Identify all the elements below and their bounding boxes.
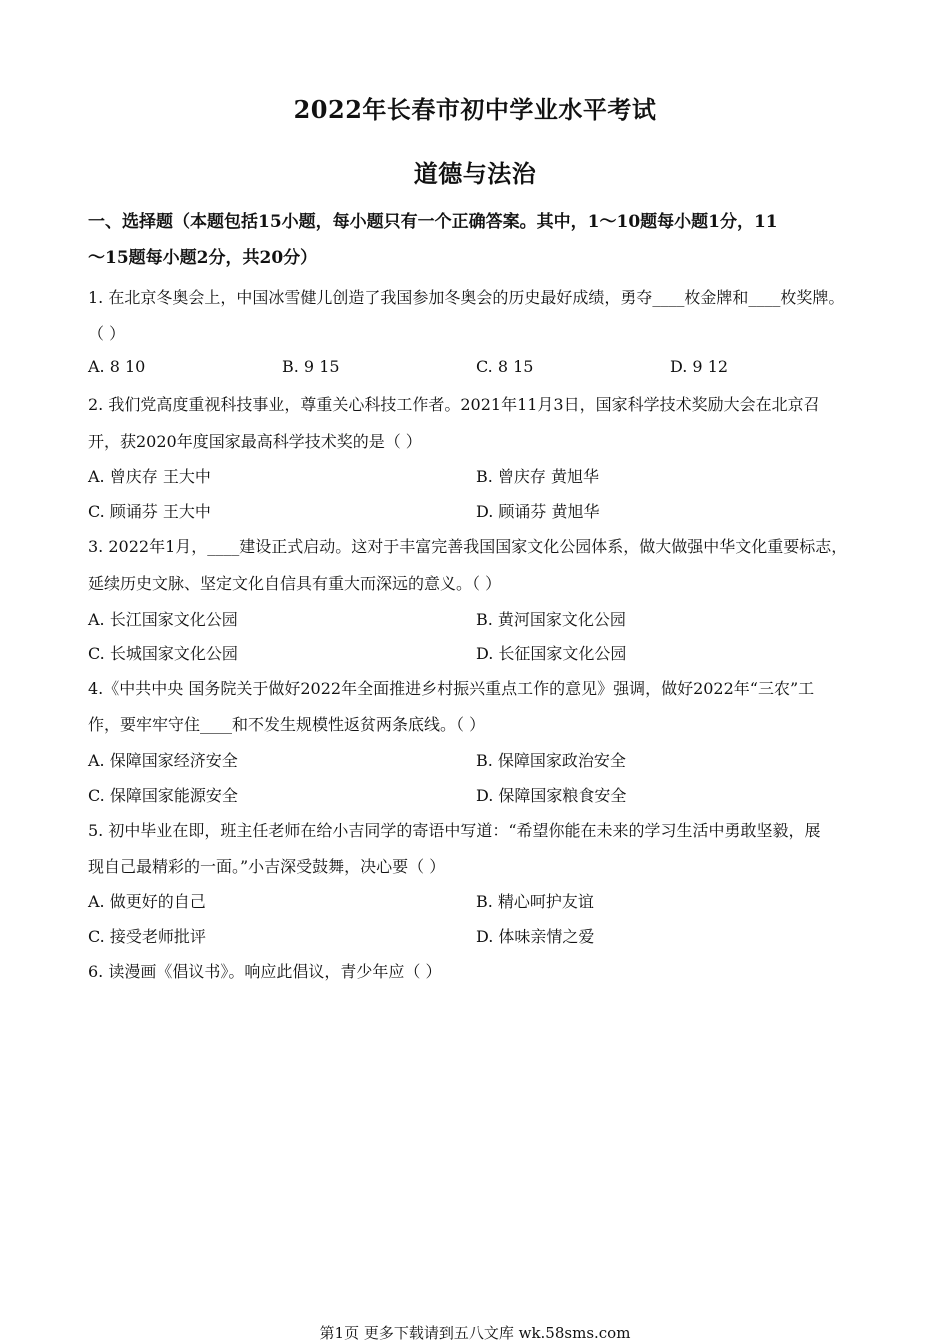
question-4-text-cont: 作，要牢牢守住____和不发生规模性返贫两条底线。（ ） bbox=[88, 715, 486, 734]
question-2-option-b: B. 曾庆存 黄旭华 bbox=[476, 467, 600, 486]
exam-title: 2022年长春市初中学业水平考试 bbox=[293, 95, 657, 124]
question-5-option-b: B. 精心呵护友谊 bbox=[476, 892, 594, 911]
question-2-option-d: D. 顾诵芬 黄旭华 bbox=[476, 502, 600, 521]
question-3-text: 3. 2022年1月，____建设正式启动。这对于丰富完善我国国家文化公园体系，做大做强中华文化重要标志， bbox=[88, 537, 848, 556]
question-2-text-cont: 开，获2020年度国家最高科学技术奖的是（ ） bbox=[88, 432, 422, 451]
question-4-option-a: A. 保障国家经济安全 bbox=[88, 751, 238, 770]
question-1-option-b: B. 9 15 bbox=[282, 357, 340, 376]
question-1-paren: （ ） bbox=[88, 324, 126, 343]
question-2-option-c: C. 顾诵芬 王大中 bbox=[88, 502, 211, 521]
question-3-option-d: D. 长征国家文化公园 bbox=[476, 644, 627, 663]
question-1-option-a: A. 8 10 bbox=[88, 357, 146, 376]
question-3-option-b: B. 黄河国家文化公园 bbox=[476, 610, 626, 629]
question-1-text: 1. 在北京冬奥会上，中国冰雪健儿创造了我国参加冬奥会的历史最好成绩，勇夺____枚金牌和____枚奖牌。 bbox=[88, 288, 845, 307]
question-1-option-c: C. 8 15 bbox=[476, 357, 534, 376]
subject-title: 道德与法治 bbox=[413, 159, 537, 188]
question-1-option-d: D. 9 12 bbox=[670, 357, 729, 376]
question-4-text: 4.《中共中央 国务院关于做好2022年全面推进乡村振兴重点工作的意见》强调，做好2022年“三农”工 bbox=[88, 679, 815, 698]
question-5-option-a: A. 做更好的自己 bbox=[88, 892, 206, 911]
section-heading bbox=[88, 204, 868, 276]
question-5-option-d: D. 体味亲情之爱 bbox=[476, 927, 595, 946]
question-3-text-cont: 延续历史文脉、坚定文化自信具有重大而深远的意义。（ ） bbox=[88, 574, 502, 593]
question-5-text-cont: 现自己最精彩的一面。”小吉深受鼓舞，决心要（ ） bbox=[88, 857, 446, 876]
question-4-option-d: D. 保障国家粮食安全 bbox=[476, 786, 627, 805]
question-6-text: 6. 读漫画《倡议书》。响应此倡议，青少年应（ ） bbox=[88, 962, 442, 981]
question-2-text: 2. 我们党高度重视科技事业，尊重关心科技工作者。2021年11月3日，国家科学技术奖励大会在北京召 bbox=[88, 395, 820, 414]
question-3-option-c: C. 长城国家文化公园 bbox=[88, 644, 238, 663]
question-5-option-c: C. 接受老师批评 bbox=[88, 927, 206, 946]
section-heading-line1: 一、选择题（本题包括15小题，每小题只有一个正确答案。其中，1～10题每小题1分，11 bbox=[88, 212, 778, 232]
question-3-option-a: A. 长江国家文化公园 bbox=[88, 610, 238, 629]
question-5-text: 5. 初中毕业在即，班主任老师在给小吉同学的寄语中写道：“希望你能在未来的学习生活中勇敢坚毅，展 bbox=[88, 821, 821, 840]
page-footer: 第1页 更多下载请到五八文库 wk.58sms.com bbox=[319, 1324, 631, 1342]
question-4-option-b: B. 保障国家政治安全 bbox=[476, 751, 626, 770]
section-heading-line2: ～15题每小题2分，共20分） bbox=[88, 248, 318, 268]
question-2-option-a: A. 曾庆存 王大中 bbox=[88, 467, 211, 486]
question-4-option-c: C. 保障国家能源安全 bbox=[88, 786, 238, 805]
